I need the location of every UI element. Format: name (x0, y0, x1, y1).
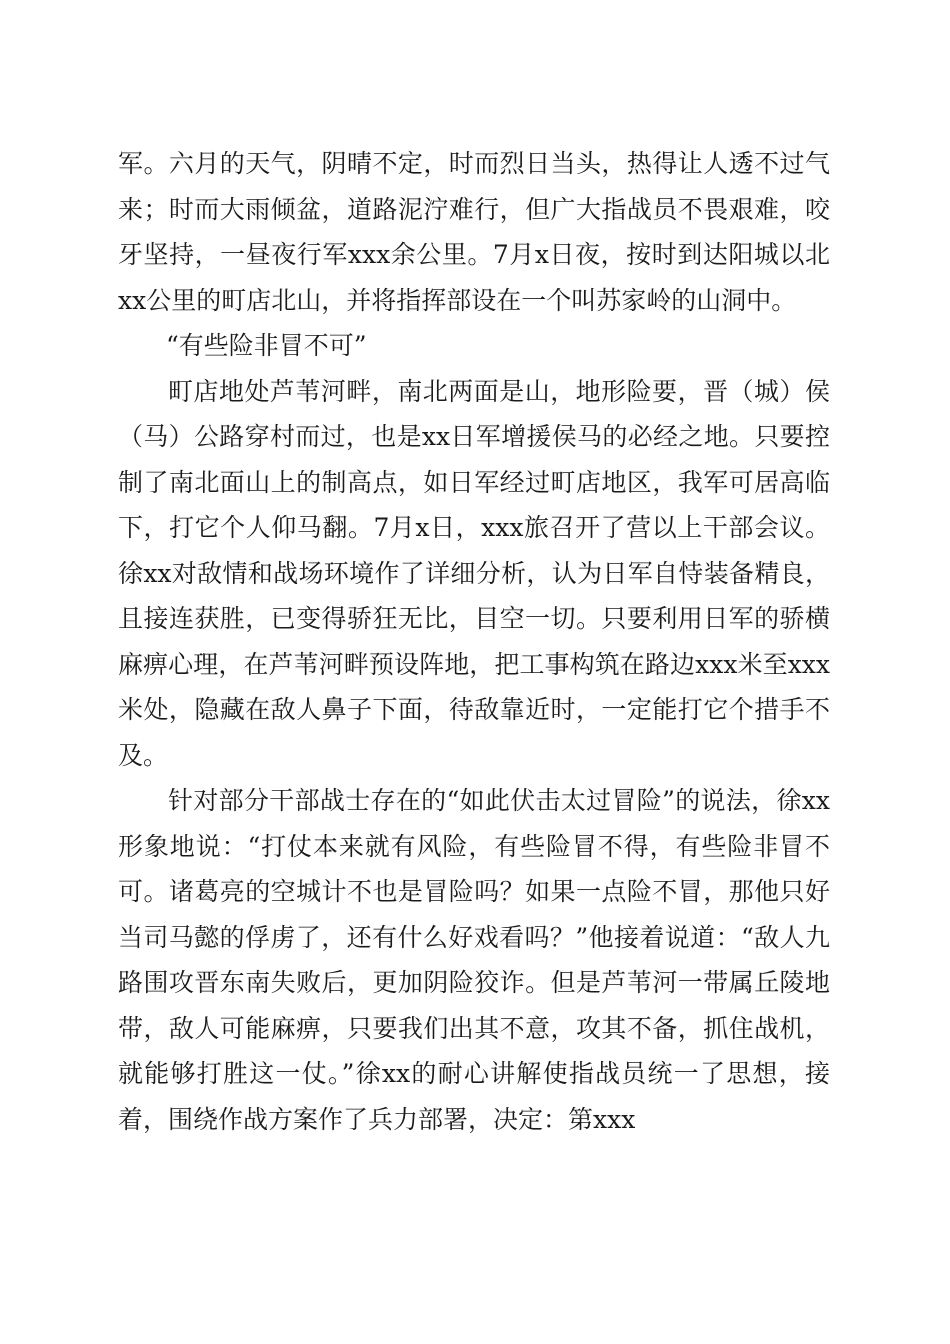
section-heading: “有些险非冒不可” (166, 331, 367, 360)
paragraph-1: 军。六月的天气，阴晴不定，时而烈日当头，热得让人透不过气来；时而大雨倾盆，道路泥泞难行，但广大指战员不畏艰难，咬牙坚持，一昼夜行军xxx余公里。7月x日夜，按时到达阳城以北xx公里的町店北山，并将指挥部设在一个叫苏家岭的山洞中。 (118, 149, 830, 315)
paragraph-2: 町店地处芦苇河畔，南北两面是山，地形险要，晋（城）侯（马）公路穿村而过，也是xx日军增援侯马的必经之地。只要控制了南北面山上的制高点，如日军经过町店地区，我军可居高临下，打它个人仰马翻。7月x日，xxx旅召开了营以上干部会议。徐xx对敌情和战场环境作了详细分析，认为日军自恃装备精良，且接连获胜，已变得骄狂无比，目空一切。只要利用日军的骄横麻痹心理，在芦苇河畔预设阵地，把工事构筑在路边xxx米至xxx米处，隐藏在敌人鼻子下面，待敌靠近时，一定能打它个措手不及。 (118, 376, 830, 770)
document-body (118, 141, 830, 1142)
paragraph-3: 针对部分干部战士存在的“如此伏击太过冒险”的说法，徐xx形象地说：“打仗本来就有风险，有些险冒不得，有些险非冒不可。诸葛亮的空城计不也是冒险吗？如果一点险不冒，那他只好当司马懿的俘虏了，还有什么好戏看吗？”他接着说道：“敌人九路围攻晋东南失败后，更加阴险狡诈。但是芦苇河一带属丘陵地带，敌人可能麻痹，只要我们出其不意，攻其不备，抓住战机，就能够打胜这一仗。”徐xx的耐心讲解使指战员统一了思想，接着，围绕作战方案作了兵力部署，决定：第xxx (118, 786, 830, 1134)
